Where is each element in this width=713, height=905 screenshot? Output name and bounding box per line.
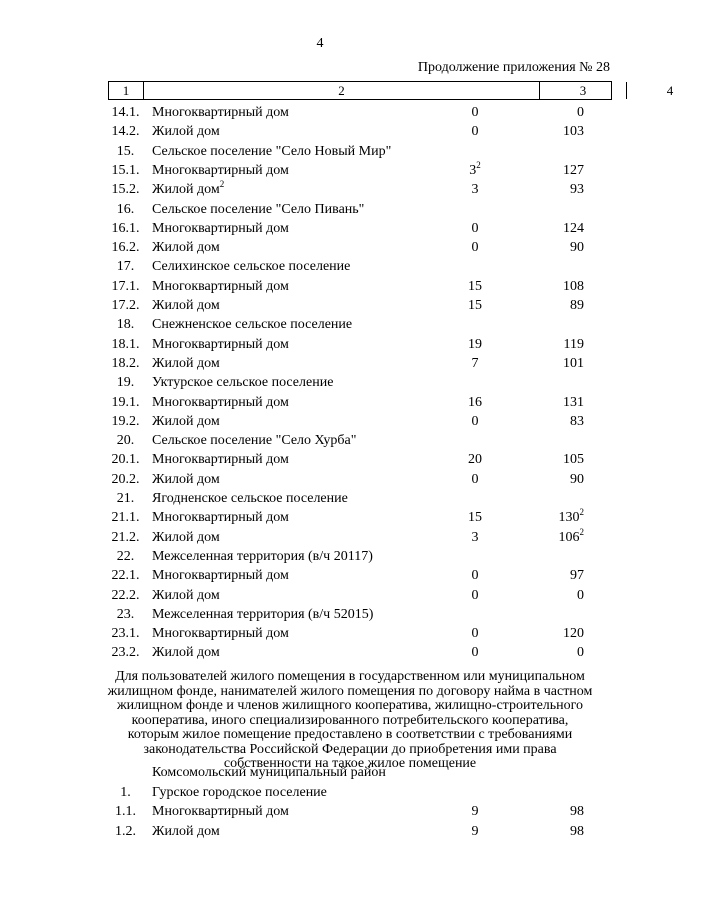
row-value-4: 124 bbox=[563, 220, 584, 236]
table-row bbox=[0, 822, 640, 841]
row-value-4: $130^2$ bbox=[558, 507, 584, 526]
row-value-3: 0 bbox=[471, 240, 479, 256]
table-row bbox=[0, 802, 640, 821]
table-row bbox=[0, 489, 640, 508]
table-row bbox=[0, 219, 640, 238]
table-row bbox=[0, 277, 640, 296]
row-value-4: 103 bbox=[563, 124, 584, 140]
row-number: 20.1. bbox=[111, 452, 140, 468]
row-number: 15.1. bbox=[111, 162, 140, 178]
row-number: 16.2. bbox=[111, 240, 140, 256]
row-name: Жилой дом bbox=[152, 823, 220, 839]
table-row bbox=[0, 643, 640, 662]
table-row bbox=[0, 180, 640, 199]
table-row bbox=[0, 393, 640, 412]
row-value-4: 119 bbox=[563, 336, 584, 352]
table-row bbox=[0, 528, 640, 547]
row-name: Жилой дом bbox=[152, 529, 220, 545]
row-value-3: 15 bbox=[468, 278, 482, 294]
row-value-4: 0 bbox=[577, 645, 584, 661]
row-name: Ягодненское сельское поселение bbox=[152, 491, 348, 506]
row-name: Жилой дом$^2$ bbox=[152, 179, 225, 198]
row-number: 17. bbox=[116, 259, 135, 275]
note-line: жилищном фонде и членов жилищного кооператива, жилищно-строительного bbox=[116, 698, 584, 713]
row-number: 18. bbox=[116, 317, 135, 333]
row-value-3: 0 bbox=[471, 626, 479, 642]
table-row bbox=[0, 161, 640, 180]
header-col-1: 1 bbox=[122, 83, 130, 98]
table-row bbox=[0, 431, 640, 450]
row-number: 22.2. bbox=[111, 587, 140, 603]
row-value-3: 9 bbox=[471, 823, 479, 839]
row-value-3: $3^2$ bbox=[469, 159, 481, 178]
row-value-3-footnote: 2 bbox=[476, 159, 481, 170]
table-row bbox=[0, 373, 640, 392]
table-header bbox=[108, 81, 674, 100]
row-value-4: 90 bbox=[570, 471, 584, 487]
row-number: 19. bbox=[116, 375, 135, 391]
row-name: Многоквартирный дом bbox=[152, 278, 289, 294]
row-name: Уктурское сельское поселение bbox=[152, 375, 334, 391]
table-row bbox=[0, 122, 640, 141]
table-row bbox=[0, 238, 640, 257]
row-name: Гурское городское поселение bbox=[152, 784, 327, 800]
row-value-3: 15 bbox=[468, 298, 482, 313]
row-value-4: 120 bbox=[563, 626, 584, 642]
table-row bbox=[0, 586, 640, 605]
note-line: Для пользователей жилого помещения в государственном или муниципальном bbox=[115, 669, 585, 684]
row-number: 1.2. bbox=[115, 823, 136, 839]
table-row bbox=[0, 763, 640, 782]
row-value-3: 9 bbox=[471, 804, 479, 819]
row-name: Сельское поселение "Село Хурба" bbox=[152, 433, 357, 449]
row-name: Жилой дом bbox=[152, 124, 220, 140]
row-value-4: 90 bbox=[570, 240, 584, 256]
row-name: Многоквартирный дом bbox=[152, 105, 289, 120]
row-value-4: 97 bbox=[570, 568, 584, 584]
row-number: 21.2. bbox=[111, 529, 140, 545]
row-value-3: 0 bbox=[471, 413, 479, 429]
row-name: Жилой дом bbox=[152, 240, 220, 256]
row-value-3: 0 bbox=[471, 105, 479, 120]
row-number: 20. bbox=[116, 433, 135, 449]
row-name: Многоквартирный дом bbox=[152, 568, 289, 584]
row-name: Межселенная территория (в/ч 20117) bbox=[152, 548, 373, 564]
row-number: 16.1. bbox=[111, 220, 140, 236]
header-col-2: 2 bbox=[338, 83, 345, 98]
row-number: 22.1. bbox=[111, 568, 140, 584]
section-note bbox=[90, 670, 610, 772]
table-row bbox=[0, 547, 640, 566]
row-name: Жилой дом bbox=[152, 413, 220, 429]
row-value-3: 15 bbox=[468, 510, 482, 526]
row-number: 17.2. bbox=[111, 298, 140, 313]
table-row bbox=[0, 450, 640, 469]
row-value-4: 93 bbox=[570, 182, 584, 198]
row-value-4: 105 bbox=[563, 452, 584, 468]
table-row bbox=[0, 354, 640, 373]
table-row bbox=[0, 335, 640, 354]
row-name: Комсомольский муниципальный район bbox=[152, 765, 386, 780]
row-number: 23.1. bbox=[111, 626, 140, 642]
row-name-footnote: 2 bbox=[219, 179, 225, 190]
table-row bbox=[0, 200, 640, 219]
header-col-3: 3 bbox=[579, 83, 587, 98]
row-value-3: 0 bbox=[471, 471, 479, 487]
row-name: Селихинское сельское поселение bbox=[152, 259, 351, 275]
row-value-4: 127 bbox=[563, 162, 584, 178]
row-number: 19.2. bbox=[111, 413, 140, 429]
row-name: Жилой дом bbox=[152, 355, 220, 371]
row-number: 20.2. bbox=[111, 471, 140, 487]
row-number: 18.1. bbox=[111, 336, 140, 352]
continuation-caption: Продолжение приложения № 28 bbox=[417, 60, 610, 75]
header-col-4: 4 bbox=[666, 83, 674, 98]
row-name: Многоквартирный дом bbox=[152, 394, 289, 410]
row-value-3: 3 bbox=[471, 529, 479, 545]
row-value-3: 0 bbox=[471, 645, 479, 661]
row-value-3: 3 bbox=[471, 182, 479, 198]
table-row bbox=[0, 624, 640, 643]
row-name: Многоквартирный дом bbox=[152, 336, 289, 352]
row-name: Многоквартирный дом bbox=[152, 510, 289, 526]
row-number: 14.1. bbox=[111, 105, 140, 120]
row-name: Жилой дом bbox=[152, 298, 220, 313]
page-number: 4 bbox=[316, 36, 324, 51]
row-name: Многоквартирный дом bbox=[152, 804, 289, 819]
row-number: 22. bbox=[116, 548, 135, 564]
row-name: Многоквартирный дом bbox=[152, 626, 289, 642]
row-number: 1. bbox=[120, 784, 131, 800]
table-row bbox=[0, 783, 640, 802]
table-row bbox=[0, 296, 640, 315]
row-name: Межселенная территория (в/ч 52015) bbox=[152, 606, 374, 622]
table-row bbox=[0, 257, 640, 276]
row-value-4-footnote: 2 bbox=[579, 526, 584, 537]
row-name: Снежненское сельское поселение bbox=[152, 317, 353, 333]
row-name: Жилой дом bbox=[152, 645, 220, 661]
row-number: 23. bbox=[116, 606, 135, 622]
row-name: Многоквартирный дом bbox=[152, 220, 289, 236]
row-value-4: $106^2$ bbox=[558, 526, 584, 545]
row-number: 21. bbox=[116, 491, 135, 506]
row-number: 18.2. bbox=[111, 355, 140, 371]
note-line: которым жилое помещение предоставлено в соответствии с требованиями bbox=[127, 727, 573, 742]
table-row bbox=[0, 142, 640, 161]
row-value-4: 98 bbox=[570, 804, 584, 819]
table-row bbox=[0, 508, 640, 527]
row-name: Сельское поселение "Село Новый Мир" bbox=[152, 143, 392, 159]
row-value-4: 83 bbox=[570, 413, 584, 429]
table-row bbox=[0, 412, 640, 431]
row-number: 17.1. bbox=[111, 278, 140, 294]
table-row bbox=[0, 470, 640, 489]
row-number: 19.1. bbox=[111, 394, 140, 410]
row-name: Сельское поселение "Село Пивань" bbox=[152, 201, 365, 217]
row-value-4: 131 bbox=[563, 394, 584, 410]
note-line: жилищном фонде, нанимателей жилого помещения по договору найма в частном bbox=[107, 683, 593, 699]
row-value-4-footnote: 2 bbox=[579, 507, 584, 518]
row-name: Жилой дом bbox=[152, 587, 220, 603]
row-value-3: 0 bbox=[471, 220, 479, 236]
row-number: 21.1. bbox=[111, 510, 140, 526]
row-value-4: 89 bbox=[570, 298, 584, 313]
row-value-3: 16 bbox=[468, 394, 482, 410]
row-number: 15. bbox=[116, 143, 135, 159]
row-number: 1.1. bbox=[115, 804, 136, 819]
row-name: Многоквартирный дом bbox=[152, 162, 289, 178]
table-row bbox=[0, 103, 640, 122]
table-row bbox=[0, 605, 640, 624]
row-value-3: 0 bbox=[471, 124, 479, 140]
row-value-3: 0 bbox=[471, 587, 479, 603]
row-value-4: 0 bbox=[577, 105, 584, 120]
note-line: кооператива, иного специализированного потребительского кооператива, bbox=[131, 712, 569, 728]
row-number: 15.2. bbox=[111, 182, 140, 198]
note-line: законодательства Российской Федерации до приобретения ими права bbox=[143, 741, 557, 757]
row-value-3: 7 bbox=[471, 355, 479, 371]
row-name: Многоквартирный дом bbox=[152, 452, 289, 468]
table-row bbox=[0, 315, 640, 334]
row-number: 14.2. bbox=[111, 124, 140, 140]
row-value-3: 19 bbox=[468, 336, 482, 352]
row-value-4: 0 bbox=[577, 587, 584, 603]
note-line: собственности на такое жилое помещение bbox=[223, 756, 477, 771]
row-name: Жилой дом bbox=[152, 471, 220, 487]
row-value-4: 101 bbox=[563, 355, 584, 371]
table-row bbox=[0, 566, 640, 585]
row-value-3: 0 bbox=[471, 568, 479, 584]
row-number: 16. bbox=[116, 201, 135, 217]
row-number: 23.2. bbox=[111, 645, 140, 661]
row-value-3: 20 bbox=[468, 452, 482, 468]
row-value-4: 98 bbox=[570, 823, 584, 839]
row-value-4: 108 bbox=[563, 278, 584, 294]
